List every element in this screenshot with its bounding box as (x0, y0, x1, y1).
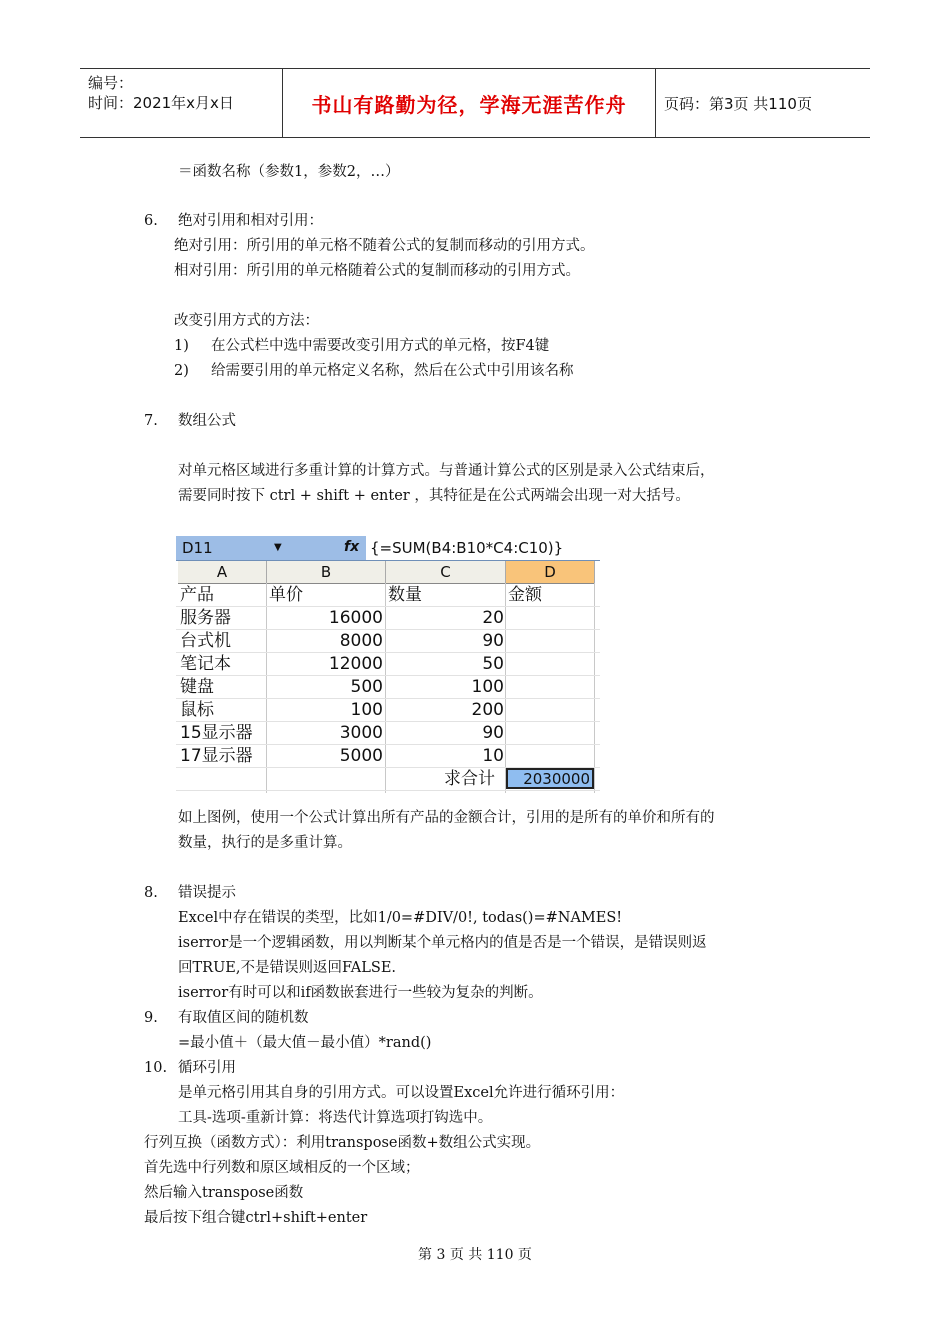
sheet-cell[interactable]: 3000 (339, 723, 383, 743)
grid-line (176, 698, 600, 699)
sheet-cell[interactable]: 15显示器 (180, 723, 253, 743)
grid-line (266, 583, 267, 793)
section-number: 6. (144, 213, 158, 229)
formula-syntax: ＝函数名称（参数1，参数2，…） (178, 164, 400, 180)
spreadsheet-example (176, 536, 600, 796)
paragraph-line: 最后按下组合键ctrl+shift+enter (144, 1210, 368, 1226)
paragraph-line: 改变引用方式的方法： (174, 313, 319, 329)
paragraph-line: 相对引用：所引用的单元格随着公式的复制而移动的引用方式。 (174, 263, 580, 279)
paragraph-line: 回TRUE,不是错误则返回FALSE. (178, 960, 397, 976)
list-number: 2) (174, 363, 189, 379)
column-header-selected[interactable]: D (506, 561, 595, 584)
paragraph-line: 绝对引用：所引用的单元格不随着公式的复制而移动的引用方式。 (174, 238, 595, 254)
sheet-cell[interactable]: 10 (482, 746, 504, 766)
section-title: 错误提示 (178, 885, 236, 901)
header-meta (88, 73, 234, 113)
section-number: 9. (144, 1010, 158, 1026)
sheet-cell[interactable]: 单价 (269, 585, 303, 605)
sheet-cell[interactable]: 90 (482, 723, 504, 743)
paragraph-line: 如上图例，使用一个公式计算出所有产品的金额合计，引用的是所有的单价和所有的 (178, 810, 715, 826)
paragraph-line: 对单元格区域进行多重计算的计算方式。与普通计算公式的区别是录入公式结束后， (178, 463, 715, 479)
grid-line (176, 629, 600, 630)
doc-date-label: 时间：2021年x月x日 (88, 94, 234, 112)
grid-line (176, 606, 600, 607)
grid-line (176, 652, 600, 653)
grid-line (176, 744, 600, 745)
paragraph-line: Excel中存在错误的类型，比如1/0=#DIV/0!, todas()=#NAMES! (178, 910, 623, 926)
sheet-cell[interactable]: 90 (482, 631, 504, 651)
formula-bar (176, 536, 600, 561)
sheet-cell[interactable]: 台式机 (180, 631, 231, 651)
list-number: 1) (174, 338, 189, 354)
total-value-cell[interactable]: 2030000 (506, 768, 594, 789)
sheet-cell[interactable]: 服务器 (180, 608, 231, 628)
paragraph-line: iserror有时可以和if函数嵌套进行一些较为复杂的判断。 (178, 985, 543, 1001)
sheet-cell[interactable]: 100 (471, 677, 504, 697)
chevron-down-icon[interactable]: ▼ (274, 542, 282, 553)
sheet-cell[interactable]: 16000 (328, 608, 383, 628)
paragraph-line: =最小值＋（最大值－最小值）*rand() (178, 1035, 432, 1051)
function-icon[interactable]: fx (344, 539, 360, 555)
page-footer: 第 3 页 共 110 页 (418, 1247, 532, 1263)
sheet-cell[interactable]: 数量 (388, 585, 422, 605)
grid-line (176, 675, 600, 676)
total-label[interactable]: 求合计 (444, 769, 495, 789)
grid-line (385, 583, 386, 793)
paragraph-line: 首先选中行列数和原区域相反的一个区域； (144, 1160, 420, 1176)
section-number: 8. (144, 885, 158, 901)
paragraph-line: 是单元格引用其自身的引用方式。可以设置Excel允许进行循环引用： (178, 1085, 625, 1101)
sheet-cell[interactable]: 100 (350, 700, 383, 720)
header-divider (655, 69, 656, 137)
grid-line (176, 790, 600, 791)
sheet-cell[interactable]: 500 (350, 677, 383, 697)
section-number: 10. (144, 1060, 168, 1076)
sheet-cell[interactable]: 鼠标 (180, 700, 214, 720)
doc-number-label: 编号： (88, 74, 134, 92)
paragraph-line: 然后输入transpose函数 (144, 1185, 304, 1201)
sheet-cell[interactable]: 金额 (508, 585, 542, 605)
sheet-cell[interactable]: 笔记本 (180, 654, 231, 674)
paragraph-line: 需要同时按下 ctrl + shift + enter ，其特征是在公式两端会出现一对大括号。 (178, 488, 690, 504)
sheet-cell[interactable]: 12000 (328, 654, 383, 674)
column-header[interactable]: A (178, 561, 267, 584)
grid-line (176, 721, 600, 722)
sheet-cell[interactable]: 20 (482, 608, 504, 628)
section-title: 有取值区间的随机数 (178, 1010, 309, 1026)
sheet-cell[interactable]: 8000 (339, 631, 383, 651)
paragraph-line: iserror是一个逻辑函数，用以判断某个单元格内的值是否是一个错误，是错误则返 (178, 935, 707, 951)
formula-input[interactable]: {=SUM(B4:B10*C4:C10)} (366, 536, 600, 560)
column-header[interactable]: B (267, 561, 386, 584)
list-item: 在公式栏中选中需要改变引用方式的单元格，按F4键 (211, 338, 550, 354)
paragraph-line: 数量，执行的是多重计算。 (178, 835, 352, 851)
header-motto: 书山有路勤为径，学海无涯苦作舟 (311, 93, 627, 117)
section-title: 数组公式 (178, 413, 236, 429)
name-box[interactable]: D11 (182, 539, 213, 557)
section-title: 绝对引用和相对引用： (178, 213, 323, 229)
section-number: 7. (144, 413, 158, 429)
sheet-cell[interactable]: 200 (471, 700, 504, 720)
paragraph-line: 行列互换（函数方式）：利用transpose函数+数组公式实现。 (144, 1135, 541, 1151)
sheet-cell[interactable]: 50 (482, 654, 504, 674)
sheet-cell[interactable]: 产品 (180, 585, 214, 605)
sheet-cell[interactable]: 17显示器 (180, 746, 253, 766)
paragraph-line: 工具-选项-重新计算：将迭代计算选项打钩选中。 (178, 1110, 493, 1126)
column-header[interactable]: C (386, 561, 506, 584)
sheet-cell[interactable]: 5000 (339, 746, 383, 766)
grid-line (505, 583, 506, 793)
sheet-cell[interactable]: 键盘 (180, 677, 214, 697)
list-item: 给需要引用的单元格定义名称，然后在公式中引用该名称 (211, 363, 574, 379)
section-title: 循环引用 (178, 1060, 236, 1076)
grid-line (594, 583, 595, 793)
page-header (80, 68, 870, 138)
header-page-label: 页码：第3页 共110页 (664, 95, 812, 113)
